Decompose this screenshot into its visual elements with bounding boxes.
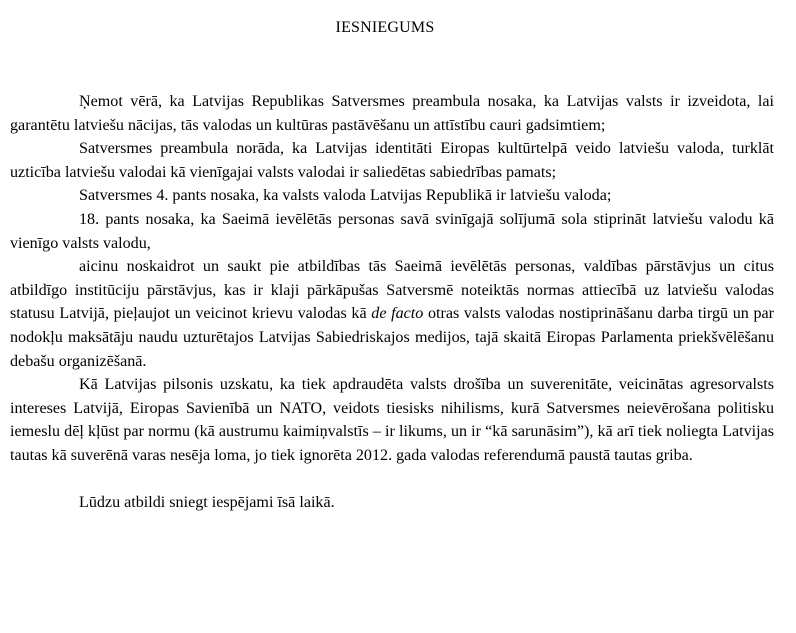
paragraph-article-4: Satversmes 4. pants nosaka, ka valsts valoda Latvijas Republikā ir latviešu valoda; <box>79 187 612 205</box>
paragraph-request <box>10 255 774 373</box>
paragraph-article-18: 18. pants nosaka, ka Saeimā ievēlētās personas savā svinīgajā solījumā sola stiprināt latviešu valodu kā vienīgo valsts valodu, <box>10 210 774 252</box>
document-title: IESNIEGUMS <box>335 19 435 36</box>
paragraph-request-text-end: otras valsts valodas nostiprināšanu darba tirgū un par nodokļu maksātāju naudu uzturētajos Latvijas Sabiedriskajos medijos, tajā skaitā Eiropas Parlamenta priekšvēlēšanu debašu organizēšanā. <box>10 305 774 370</box>
document-body <box>10 90 774 515</box>
paragraph-request-text: aicinu noskaidrot un saukt pie atbildības tās Saeimā ievēlētās personas, valdības pārstāvjus un citus atbildīgo institūciju pārstāvjus, kas ir klaji pārkāpušas Satversmē noteiktās normas attiecībā uz latviešu valodas statusu Latvijā, pieļaujot un veicinot krievu valodas kā <box>10 258 774 323</box>
paragraph-preamble-culture: Ņemot vērā, ka Latvijas Republikas Satversmes preambula nosaka, ka Latvijas valsts ir izveidota, lai garantētu latviešu nācijas, tās valodas un kultūras pastāvēšanu un attīstību cauri gadsimtiem; <box>10 93 774 134</box>
paragraph-request-emphasis: de facto <box>371 305 424 323</box>
paragraph-closing: Lūdzu atbildi sniegt iespējami īsā laikā. <box>79 494 335 512</box>
paragraph-preamble-identity: Satversmes preambula norāda, ka Latvijas identitāti Eiropas kultūrtelpā veido latviešu valoda, turklāt uzticība latviešu valodai kā vienīgajai valsts valodai ir saliedētas sabiedrības pamats; <box>10 140 774 181</box>
paragraph-citizen-opinion: Kā Latvijas pilsonis uzskatu, ka tiek apdraudēta valsts drošība un suverenitāte, veicinātas agresorvalsts intereses Latvijā, Eiropas Savienībā un NATO, veidots tiesisks nihilisms, kurā Satversmes neievērošana politisku iemeslu dēļ kļūst par normu (kā austrumu kaimiņvalstīs – ir likums, un ir “kā sarunāsim”), kā arī tiek noliegta Latvijas tautas kā suverēnā varas nesēja loma, jo tiek ignorēta 2012. gada valodas referendumā paustā tautas griba. <box>10 376 774 464</box>
